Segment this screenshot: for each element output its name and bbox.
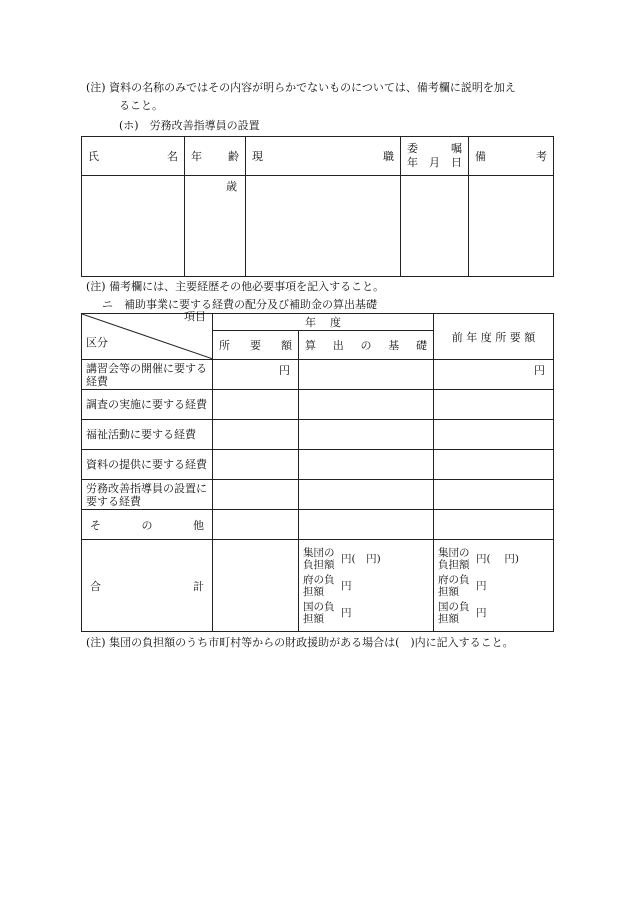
cell-occupation[interactable] <box>246 176 401 277</box>
header-occupation-char: 現 <box>252 150 263 163</box>
cell-basis[interactable] <box>299 450 434 480</box>
other-char: の <box>141 518 153 532</box>
row-label: 調査の実施に要する経費 <box>82 390 213 420</box>
table-row <box>82 360 554 390</box>
row-label: 福祉活動に要する経費 <box>82 420 213 450</box>
cell-required[interactable] <box>213 510 299 540</box>
header-age <box>185 137 246 176</box>
header-date-char: 日 <box>451 156 462 169</box>
cell-basis[interactable] <box>299 390 434 420</box>
section-ho-title: (ホ) 労務改善指導員の設置 <box>119 119 260 132</box>
prev-year-header <box>434 314 554 360</box>
header-commission <box>401 137 469 176</box>
year-header-char: 年 <box>305 316 316 329</box>
note-top-line2: ること。 <box>119 99 163 112</box>
cell-prev[interactable] <box>434 510 554 540</box>
table-row <box>82 480 554 510</box>
total-char: 合 <box>90 579 101 593</box>
cell-basis[interactable] <box>299 510 434 540</box>
breakdown-value: 円 <box>341 606 352 619</box>
header-date-char: 年 <box>407 156 418 169</box>
section-2-title: ニ 補助事業に要する経費の配分及び補助金の算出基礎 <box>102 298 377 311</box>
cell-name[interactable] <box>82 176 185 277</box>
breakdown-value: 円 <box>341 579 352 592</box>
required-header-char: 要 <box>250 339 261 352</box>
header-remarks-char: 考 <box>536 150 547 163</box>
breakdown-label: 府の負担額 <box>438 573 470 598</box>
breakdown-label: 集団の負担額 <box>303 546 335 571</box>
breakdown-label: 府の負担額 <box>303 573 335 598</box>
header-commission-char: 嘱 <box>451 142 462 155</box>
expense-table <box>81 309 554 632</box>
basis-header-char: 出 <box>332 339 344 352</box>
breakdown-label: 国の負担額 <box>438 600 470 625</box>
corner-item-label: 項目 <box>184 309 206 323</box>
cell-required[interactable] <box>213 390 299 420</box>
basis-header-char: 算 <box>305 339 316 352</box>
prev-year-header-text: 前 年 度 所 要 額 <box>451 330 536 344</box>
required-header-char: 所 <box>219 339 230 352</box>
header-remarks <box>469 137 554 176</box>
yen-unit: 円 <box>279 364 290 377</box>
row-label: 講習会等の開催に要する経費 <box>82 360 213 390</box>
table-row <box>82 390 554 420</box>
cell-prev-total[interactable] <box>434 540 554 632</box>
breakdown-value: 円 <box>476 579 487 592</box>
header-name-char: 氏 <box>88 150 99 163</box>
breakdown-value: 円( 円) <box>341 552 381 565</box>
header-occupation <box>246 137 401 176</box>
basis-header-char: の <box>360 339 372 352</box>
header-age-char: 齢 <box>228 150 239 163</box>
header-occupation-char: 職 <box>383 150 394 163</box>
required-header-char: 額 <box>281 339 292 352</box>
cell-age[interactable] <box>185 176 246 277</box>
header-age-char: 年 <box>191 150 202 163</box>
cell-prev[interactable] <box>434 480 554 510</box>
row-label: 資料の提供に要する経費 <box>82 450 213 480</box>
table-row <box>82 510 554 540</box>
basis-header-char: 礎 <box>416 339 427 352</box>
cell-required-total[interactable] <box>213 540 299 632</box>
row-label-other <box>82 510 213 540</box>
breakdown-value: 円 <box>476 606 487 619</box>
table-row <box>82 450 554 480</box>
header-name <box>82 137 185 176</box>
row-label: 労務改善指導員の設置に要する経費 <box>82 480 213 510</box>
header-remarks-char: 備 <box>475 150 486 163</box>
other-char: 他 <box>193 518 204 532</box>
note-bottom: (注) 集団の負担額のうち市町村等からの財政援助がある場合は( )内に記入すること。 <box>86 636 514 649</box>
cell-basis[interactable] <box>299 360 434 390</box>
yen-unit: 円 <box>534 364 545 377</box>
cell-prev[interactable] <box>434 420 554 450</box>
cell-prev[interactable] <box>434 390 554 420</box>
cell-basis[interactable] <box>299 420 434 450</box>
header-date-char: 月 <box>429 156 440 169</box>
cell-required[interactable] <box>213 420 299 450</box>
total-row <box>82 540 554 632</box>
note-top-line1: (注) 資料の名称のみではその内容が明らかでないものについては、備考欄に説明を加え <box>86 81 516 94</box>
table-row <box>82 420 554 450</box>
cell-basis[interactable] <box>299 480 434 510</box>
basis-header <box>299 331 434 360</box>
year-header <box>213 314 434 331</box>
cell-basis-total[interactable] <box>299 540 434 632</box>
cell-remarks[interactable] <box>469 176 554 277</box>
breakdown-label: 国の負担額 <box>303 600 335 625</box>
corner-cell <box>82 309 213 360</box>
cell-prev[interactable] <box>434 450 554 480</box>
cell-prev[interactable] <box>434 360 554 390</box>
header-commission-char: 委 <box>407 142 418 155</box>
other-char: そ <box>90 518 101 532</box>
year-header-char: 度 <box>330 316 341 329</box>
required-amount-header <box>213 331 299 360</box>
age-unit: 歳 <box>226 180 237 193</box>
breakdown-label: 集団の負担額 <box>438 546 470 571</box>
note-mid: (注) 備考欄には、主要経歴その他必要事項を記入すること。 <box>86 280 385 293</box>
instructor-table <box>81 136 554 277</box>
row-label-total <box>82 540 213 632</box>
cell-commission-date[interactable] <box>401 176 469 277</box>
cell-required[interactable] <box>213 480 299 510</box>
cell-required[interactable] <box>213 450 299 480</box>
total-char: 計 <box>193 579 204 593</box>
corner-category-label: 区分 <box>86 335 108 349</box>
cell-required[interactable] <box>213 360 299 390</box>
breakdown-value: 円( 円) <box>476 552 520 565</box>
header-name-char: 名 <box>167 150 178 163</box>
basis-header-char: 基 <box>388 339 400 352</box>
